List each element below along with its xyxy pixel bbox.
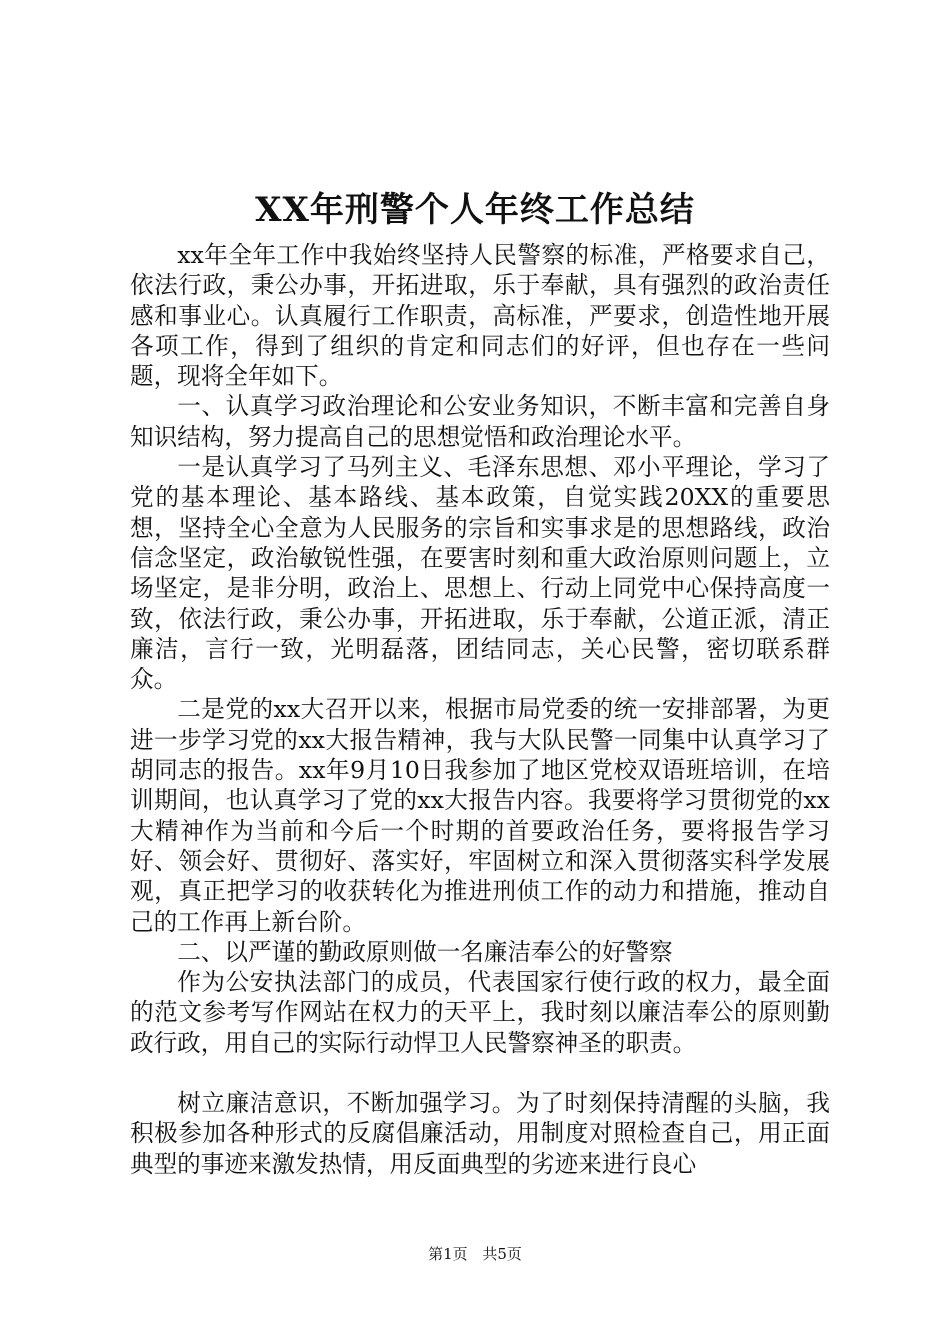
paragraph-section-one-heading: 一、认真学习政治理论和公安业务知识，不断丰富和完善自身知识结构，努力提高自己的思想觉悟和政治理论水平。 <box>130 392 830 451</box>
paragraph-section-two-heading: 二、以严谨的勤政原则做一名廉洁奉公的好警察 <box>177 937 673 966</box>
document-body <box>130 240 830 1179</box>
document-title: XX年刑警个人年终工作总结 <box>255 190 695 230</box>
page-footer <box>0 1244 950 1264</box>
paragraph-section-two-body: 作为公安执法部门的成员，代表国家行使行政的权力，最全面的范文参考写作网站在权力的天平上，我时刻以廉洁奉公的原则勤政行政，用自己的实际行动悍卫人民警察神圣的职责。 <box>130 968 830 1057</box>
paragraph-integrity: 树立廉洁意识，不断加强学习。为了时刻保持清醒的头脑，我积极参加各种形式的反腐倡廉活动，用制度对照检查自己，用正面典型的事迹来激发热情，用反面典型的劣迹来进行良心 <box>130 1089 830 1178</box>
paragraph-point-one: 一是认真学习了马列主义、毛泽东思想、邓小平理论，学习了党的基本理论、基本路线、基本政策，自觉实践20XX的重要思想，坚持全心全意为人民服务的宗旨和实事求是的思想路线，政治信念坚定，政治敏锐性强，在要害时刻和重大政治原则问题上，立场坚定，是非分明，政治上、思想上、行动上同党中心保持高度一致，依法行政，秉公办事，开拓进取，乐于奉献，公道正派，清正廉洁，言行一致，光明磊落，团结同志，关心民警，密切联系群众。 <box>130 453 830 694</box>
page-total: 共5页 <box>482 1245 522 1263</box>
page-number: 第1页 <box>428 1245 468 1263</box>
paragraph-intro: xx年全年工作中我始终坚持人民警察的标准，严格要求自己，依法行政，秉公办事，开拓进取，乐于奉献，具有强烈的政治责任感和事业心。认真履行工作职责，高标准，严要求，创造性地开展各项工作，得到了组织的肯定和同志们的好评，但也存在一些问题，现将全年如下。 <box>130 241 830 391</box>
paragraph-point-two: 二是党的xx大召开以来，根据市局党委的统一安排部署，为更进一步学习党的xx大报告精神，我与大队民警一同集中认真学习了胡同志的报告。xx年9月10日我参加了地区党校双语班培训，在培训期间，也认真学习了党的xx大报告内容。我要将学习贯彻党的xx大精神作为当前和今后一个时期的首要政治任务，要将报告学习好、领会好、贯彻好、落实好，牢固树立和深入贯彻落实科学发展观，真正把学习的收获转化为推进刑侦工作的动力和措施，推动自己的工作再上新台阶。 <box>130 695 830 936</box>
